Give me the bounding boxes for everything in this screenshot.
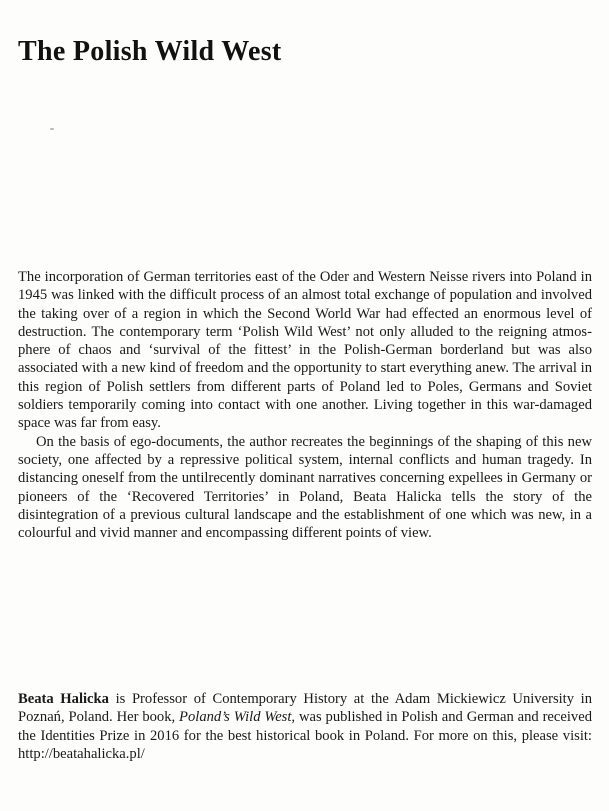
book-title: Poland’s Wild West [179, 709, 292, 726]
blurb-paragraph-2: On the basis of ego-documents, the author recreates the beginnings of the shaping of this new society, one affected by a repressive political system, internal conflicts and human tragedy. In distancing oneself from the untilrecently dominant narratives concerning expellees in Germany or pioneers of the ‘Recovered Territories’ in Poland, Beata Halicka tells the story of the disintegration of a previous cultural landscape and the establishment of one which was new, in a colourful and vivid manner and encompassing different points of view. [18, 433, 592, 542]
blurb-paragraph-1: The incorporation of German territories east of the Oder and Western Neisse rivers into Poland in 1945 was linked with the difficult process of an almost total exchange of population and involved the taking over of a region in which the Second World War had effected an enormous level of destruction. The contemporary term ‘Polish Wild West’ not only alluded to the reigning atmosphere of chaos and ‘survival of the fittest’ in the Polish-German borderland but was also associated with a new kind of freedom and the opportunity to start everything anew. The arrival in this region of Polish settlers from different parts of Poland led to Poles, Germans and Soviet soldiers temporarily coming into contact with one another. Living together in this war-damaged space was far from easy. [18, 269, 592, 432]
author-bio [18, 690, 592, 763]
author-bio-text-2: , was published in Polish and German and received the Identities Prize in 2016 for the best historical book in Poland. For more on this, please visit: http://beatahalicka.pl/ [18, 709, 592, 762]
book-blurb [18, 268, 592, 542]
page-title: The Polish Wild West [18, 36, 282, 67]
author-bio-text-1: is Professor of Contemporary History at the Adam Mickiewicz University in Poznań, Poland. Her book, [18, 691, 593, 726]
author-name: Beata Halicka [18, 691, 109, 707]
paper-speck [50, 128, 54, 130]
